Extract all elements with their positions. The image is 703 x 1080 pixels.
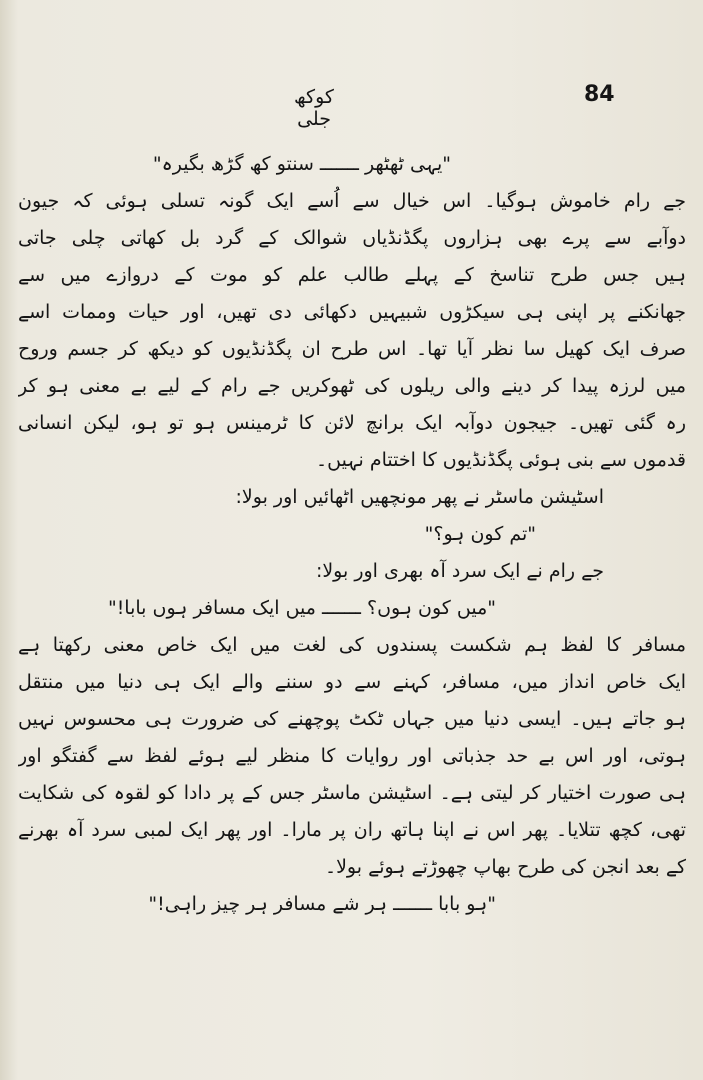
text-line: ایک خاص انداز میں، مسافر، کہنے سے دو سننے والے ایک ہی دنیا میں منتقل bbox=[18, 671, 686, 693]
running-head: کوکھ جلی bbox=[294, 86, 334, 130]
text-line: جے رام خاموش ہوگیا۔ اس خیال سے اُسے ایک گونہ تسلی ہوئی کہ جیون bbox=[18, 190, 686, 212]
text-line: ہیں جس طرح تناسخ کے پہلے طالب علم کو موت کے دروازے میں سے bbox=[18, 264, 686, 286]
text-line: "ہو بابا ـــــــ ہر شے مسافر ہر چیز راہی!" bbox=[148, 893, 496, 915]
text-line: ہو جاتے ہیں۔ ایسی دنیا میں جہاں ٹکٹ پوچھنے کی ضرورت ہی محسوس نہیں bbox=[18, 708, 686, 730]
body-text bbox=[18, 146, 686, 923]
text-line: تھی، کچھ تتلایا۔ پھر اس نے اپنا ہاتھ ران پر مارا۔ اور پھر ایک لمبی سرد آہ بھرنے bbox=[18, 819, 686, 841]
text-line: ہوتی، اور اس بے حد جذباتی اور روایات کا منظر لیے ہوئے لفظ سے گفتگو اور bbox=[18, 745, 686, 767]
text-line: کے بعد انجن کی طرح بھاپ چھوڑتے ہوئے بولا۔ bbox=[324, 856, 686, 878]
text-line: قدموں سے بنی ہوئی پگڈنڈیوں کا اختتام نہیں۔ bbox=[316, 449, 686, 471]
text-line: ہی صورت اختیار کر لیتی ہے۔ اسٹیشن ماسٹر جس کے پر دادا کو لقوہ کی شکایت bbox=[18, 782, 686, 804]
text-line: دوآبے سے پرے بھی ہزاروں پگڈنڈیاں شوالک کے گرد بل کھاتی چلی جاتی bbox=[18, 227, 686, 249]
text-line: اسٹیشن ماسٹر نے پھر مونچھیں اٹھائیں اور بولا: bbox=[235, 486, 604, 508]
text-line: رہ گئی تھیں۔ جیجون دوآبہ ایک برانچ لائن کا ٹرمینس ہو تو ہو، لیکن انسانی bbox=[18, 412, 686, 434]
text-line: صرف ایک کھیل سا نظر آیا تھا۔ اس طرح ان پگڈنڈیوں کو دیکھ کر جسم وروح bbox=[18, 338, 686, 360]
page-number: 84 bbox=[584, 82, 615, 107]
text-line: مسافر کا لفظ ہم شکست پسندوں کی لغت میں ایک خاص معنی رکھتا ہے bbox=[18, 634, 686, 656]
text-line: میں لرزہ پیدا کر دینے والی ریلوں کی ٹھوکریں جے رام کے لیے بے معنی ہو کر bbox=[18, 375, 686, 397]
text-line: "میں کون ہوں؟ ـــــــ میں ایک مسافر ہوں بابا!" bbox=[107, 597, 496, 619]
text-line: جے رام نے ایک سرد آہ بھری اور بولا: bbox=[315, 560, 604, 582]
text-line: "تم کون ہو؟" bbox=[424, 523, 536, 545]
text-line: جھانکنے پر اپنی ہی سیکڑوں شبیہیں دکھائی دی تھیں، اور حیات وممات اسے bbox=[18, 301, 686, 323]
text-line: "یہی ٹھٹھر ـــــــ سنتو کھ گڑھ بگیرہ" bbox=[152, 153, 451, 175]
